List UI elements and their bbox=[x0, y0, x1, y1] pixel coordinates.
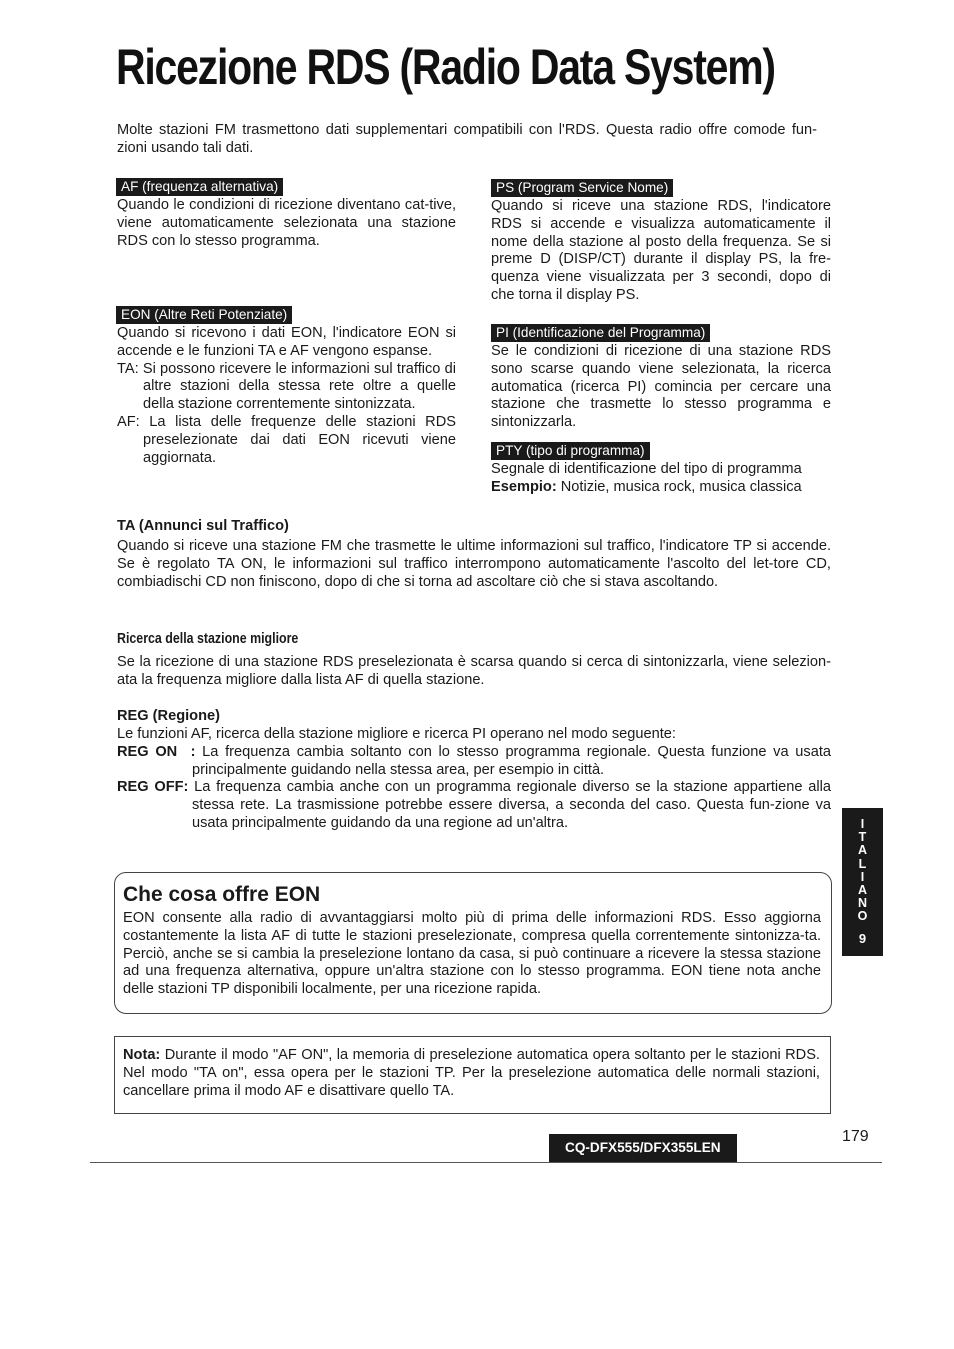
reg-off-text: La frequenza cambia anche con un programma regionale diverso se la stazione appartiene alla stessa rete. La trasmissione potrebbe essere diversa, a seconda del caso. Questa fun-zione va usata principalmente guidando da una regione ad un'altra. bbox=[188, 779, 831, 831]
pty-heading-badge bbox=[491, 442, 650, 460]
ps-heading: PS (Program Service Nome) bbox=[491, 179, 673, 197]
reg-on-item bbox=[117, 744, 831, 780]
ps-text: Quando si riceve una stazione RDS, l'indicatore RDS si accende e visualizza automaticamente il nome della stazione al posto della frequenza. Se si preme D (DISP/CT) durante il display PS, la fre-quenza viene visualizzata per 3 secondi, dopo di che torna il display PS. bbox=[491, 198, 831, 303]
eon-box-text: EON consente alla radio di avvantaggiarsi molto più di prima delle informazioni RDS. Esso aggiorna costantemente la lista AF di tutte le stazioni preselezionate, compresa quella correntemente sintonizza-ta. Perciò, anche se si cambia la preselezione lontano da casa, si può continuare a ricevere la stessa stazione ad una frequenza alternativa, oppure un'altra stazione con lo stesso programma. EON tiene nota anche delle stazioni TP disponibili localmente, per una ricezione rapida. bbox=[123, 910, 821, 998]
note-text bbox=[123, 1047, 820, 1100]
side-tab-letter: L bbox=[858, 856, 867, 871]
note-body: Durante il modo "AF ON", la memoria di preselezione automatica opera soltanto per le stazioni RDS. Nel modo "TA on", essa opera per le stazioni TP. Per la preselezione automatica delle normali stazioni, cancellare prima il modo AF e disattivare quello TA. bbox=[123, 1047, 820, 1099]
ricerca-heading: Ricerca della stazione migliore bbox=[117, 631, 299, 647]
eon-text: Quando si ricevono i dati EON, l'indicatore EON si accende e le funzioni TA e AF vengono espanse. bbox=[117, 325, 456, 359]
model-badge: CQ-DFX555/DFX355LEN bbox=[549, 1134, 737, 1162]
intro-paragraph: Molte stazioni FM trasmettono dati supplementari compatibili con l'RDS. Questa radio offre comode fun-zioni usando tali dati. bbox=[117, 122, 817, 156]
eon-af-item: AF: La lista delle frequenze delle stazioni RDS preselezionate dai dati EON ricevuti viene aggiornata. bbox=[117, 413, 456, 466]
side-tab-number: 9 bbox=[858, 930, 867, 946]
reg-heading: REG (Regione) bbox=[117, 708, 220, 724]
ricerca-text: Se la ricezione di una stazione RDS preselezionata è scarsa quando si cerca di sintonizzarla, viene selezion-ata la frequenza migliore dalla lista AF di quella stazione. bbox=[117, 654, 831, 688]
eon-box-title: Che cosa offre EON bbox=[123, 883, 321, 906]
pi-heading: PI (Identificazione del Programma) bbox=[491, 324, 710, 342]
side-tab-letter: A bbox=[857, 843, 868, 858]
eon-heading-badge bbox=[116, 306, 292, 324]
af-text: Quando le condizioni di ricezione diventano cat-tive, viene automaticamente selezionata una stazione RDS con lo stesso programma. bbox=[117, 197, 456, 249]
pty-line: Segnale di identificazione del tipo di programma bbox=[491, 461, 802, 477]
eon-section bbox=[117, 325, 456, 467]
pty-section bbox=[491, 461, 831, 497]
side-tab-letter: I bbox=[860, 817, 865, 831]
pty-example bbox=[491, 479, 831, 497]
page-title: Ricezione RDS (Radio Data System) bbox=[116, 39, 775, 95]
reg-off-item bbox=[117, 779, 831, 832]
pi-heading-badge bbox=[491, 324, 710, 342]
side-tab-letter: T bbox=[858, 830, 867, 845]
reg-on-text: La frequenza cambia soltanto con lo stesso programma regionale. Questa funzione va usata principalmente guidando nella stessa area, per esempio in città. bbox=[192, 743, 831, 778]
eon-heading: EON (Altre Reti Potenziate) bbox=[116, 306, 292, 324]
language-side-tab bbox=[842, 808, 883, 956]
af-heading: AF (frequenza alternativa) bbox=[116, 178, 283, 196]
side-tab-letter: N bbox=[857, 896, 868, 911]
page-number: 179 bbox=[842, 1128, 869, 1145]
side-tab-letter: I bbox=[860, 869, 865, 884]
af-heading-badge bbox=[116, 178, 283, 196]
pi-text: Se le condizioni di ricezione di una stazione RDS sono scarse quando viene selezionata, la ricerca automatica (ricerca PI) comincia per cercare una stazione che trasmette lo stesso programma e sintonizzarla. bbox=[491, 343, 831, 431]
pty-example-label: Esempio: bbox=[491, 478, 557, 495]
pty-example-text: Notizie, musica rock, musica classica bbox=[556, 478, 802, 495]
ps-heading-badge bbox=[491, 179, 673, 197]
side-tab-letter: O bbox=[857, 909, 868, 924]
eon-ta-item: TA: Si possono ricevere le informazioni sul traffico di altre stazioni della stessa rete oltre a quelle della stazione correntemente sintonizzata. bbox=[117, 360, 456, 413]
reg-on-label: REG ON : bbox=[117, 743, 196, 760]
reg-intro: Le funzioni AF, ricerca della stazione migliore e ricerca PI operano nel modo seguente: bbox=[117, 726, 676, 742]
side-tab-letters bbox=[842, 818, 883, 924]
side-tab-letter: A bbox=[857, 883, 868, 898]
reg-section bbox=[117, 726, 831, 833]
ta-text: Quando si riceve una stazione FM che trasmette le ultime informazioni sul traffico, l'indicatore TP si accende. Se è regolato TA ON, le informazioni sul traffico interrompono automaticamente l'ascolto del let-tore CD, combiadischi CD non finiscono, dopo di che si torna ad ascoltare ciò che si stava ascoltando. bbox=[117, 538, 831, 590]
footer-rule bbox=[90, 1162, 882, 1163]
ta-heading: TA (Annunci sul Traffico) bbox=[117, 518, 289, 534]
note-label: Nota: bbox=[123, 1047, 161, 1063]
reg-off-label: REG OFF: bbox=[117, 779, 189, 796]
pty-heading: PTY (tipo di programma) bbox=[491, 442, 650, 460]
